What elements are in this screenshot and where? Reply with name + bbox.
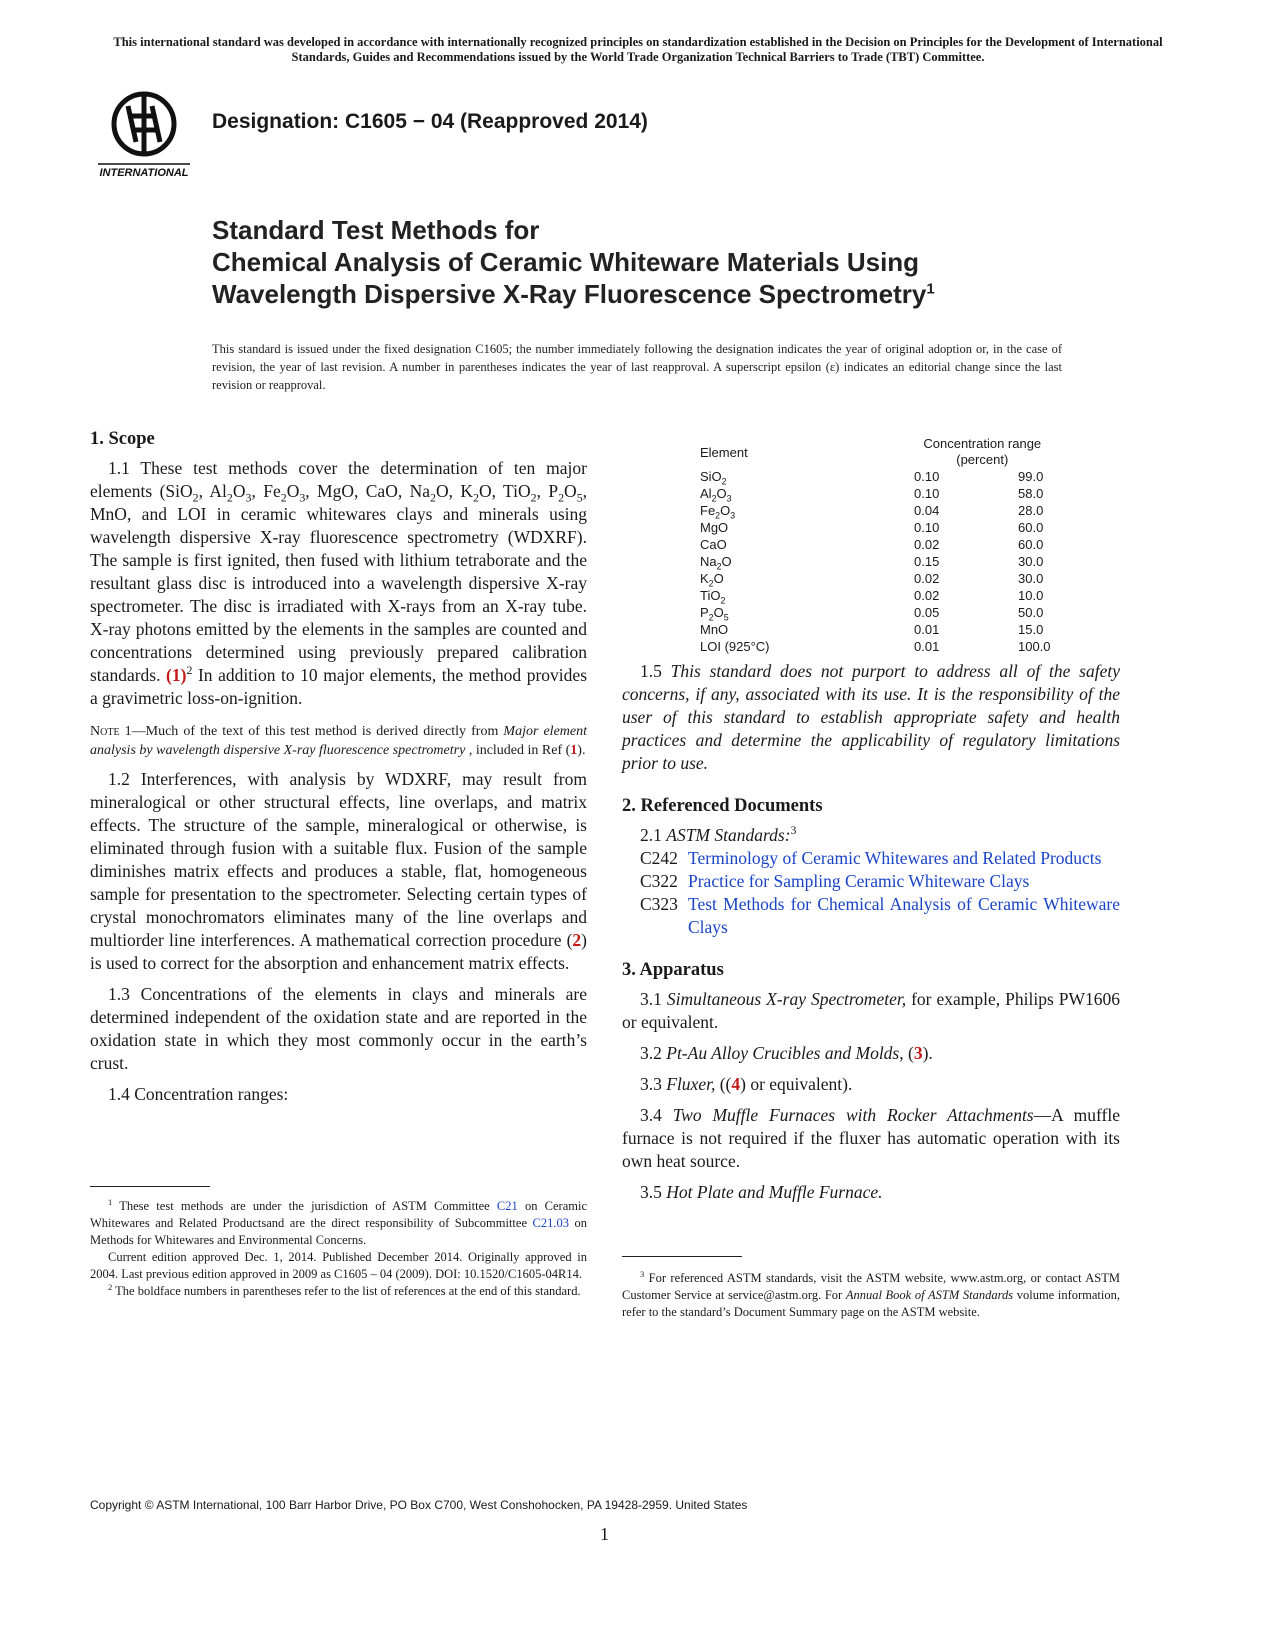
concentration-table-wrap (700, 436, 1051, 655)
element-cell: $Al_2O_3$ (700, 486, 732, 504)
table-row (700, 502, 1051, 519)
element-cell: LOI (925°C) (700, 639, 770, 654)
element-cell: MgO (700, 520, 729, 535)
ref-link-1[interactable]: (1) (166, 665, 187, 685)
footnote-rule-right (622, 1256, 742, 1257)
footnote-edition: Current edition approved Dec. 1, 2014. Published December 2014. Originally approved in 2004. Last previous edition approved in 2009 as C1605 – 04 (2009). DOI: 10.1520/C1605-04R14. (90, 1250, 587, 1281)
astm-logo-icon (94, 86, 194, 182)
max-cell: 50.0 (1018, 605, 1044, 620)
min-cell: 0.01 (914, 622, 940, 637)
min-cell: 0.02 (914, 571, 940, 586)
right-column (622, 660, 1120, 1204)
max-cell: 28.0 (1018, 503, 1044, 518)
element-cell: $P_2O_5$ (700, 605, 729, 623)
para-2-1: 2.1 ASTM Standards:$^3$ (640, 823, 797, 845)
page-number: 1 (600, 1524, 609, 1544)
para-1-5: 1.5 This standard does not purport to address all of the safety concerns, if any, associated with its use. It is the responsibility of the user of this standard to establish appropriate safety and health practices and determine the applicability of regulatory limitations prior to use. (622, 661, 1120, 773)
max-cell: 15.0 (1018, 622, 1044, 637)
para-1-3: 1.3 Concentrations of the elements in clays and minerals are determined independent of the oxidation state and are reported in the oxidation state in which they most commonly occur in the earth’s crust. (90, 984, 587, 1073)
standard-code: C322 (640, 871, 678, 891)
col-header-conc: Concentration range (percent) (923, 436, 1042, 467)
issued-note: This standard is issued under the fixed designation C1605; the number immediately following the designation indicates the year of original adoption or, in the case of revision, the year of last revision. A number in parentheses indicates the year of last reapproval. A superscript epsilon (ε) indicates an editorial change since the last revision or reapproval. (212, 342, 1062, 392)
table-row (700, 604, 1051, 621)
table-row (700, 536, 1051, 553)
copyright: Copyright © ASTM International, 100 Barr Harbor Drive, PO Box C700, West Conshohocken, PA 19428-2959. United States (90, 1498, 748, 1512)
referenced-item (640, 870, 1120, 893)
standard-code: C242 (640, 848, 678, 868)
standard-title-link[interactable]: Terminology of Ceramic Whitewares and Related Products (688, 848, 1102, 868)
min-cell: 0.10 (914, 469, 940, 484)
element-cell: $K_2O$ (700, 571, 724, 589)
para-3-5: 3.5 Hot Plate and Muffle Furnace. (640, 1182, 883, 1202)
para-3-1: 3.1 Simultaneous X-ray Spectrometer, for example, Philips PW1606 or equivalent. (622, 989, 1120, 1032)
min-cell: 0.10 (914, 520, 940, 535)
element-cell: SiO$_2$ (700, 469, 727, 487)
col-header-element: Element (700, 445, 748, 460)
element-cell: TiO$_2$ (700, 588, 726, 606)
para-1-2: 1.2 Interferences, with analysis by WDXRF, may result from mineralogical or other structural effects, line overlaps, and matrix effects. The structure of the sample, mineralogical or otherwise, is eliminated through fusion with a suitable flux. Fusion of the sample diminishes matrix effects and produces a stable, flat, homogeneous sample for presentation to the spectrometer. Selecting certain types of crystal monochromators eliminates many of the line overlaps and multiorder line interferences. A mathematical correction procedure (2) is used to correct for the absorption and enhancement matrix effects. (90, 769, 587, 973)
min-cell: 0.05 (914, 605, 940, 620)
footnote-1: $^1$ These test methods are under the jurisdiction of ASTM Committee C21 on Ceramic Whitewares and Related Productsand are the direct responsibility of Subcommittee C21.03 on Methods for Whitewares and Environmental Concerns. (90, 1196, 588, 1247)
referenced-item (640, 893, 1120, 939)
max-cell: 58.0 (1018, 486, 1044, 501)
ref-link-2[interactable]: 2 (572, 930, 582, 950)
max-cell: 100.0 (1018, 639, 1051, 654)
standard-title-link[interactable]: Practice for Sampling Ceramic Whiteware Clays (688, 871, 1030, 891)
title-footnote-mark: 1 (926, 280, 935, 298)
table-row (700, 621, 1051, 638)
standard-title-link[interactable]: Test Methods for Chemical Analysis of Ceramic Whiteware Clays (688, 894, 1120, 937)
subcommittee-link[interactable]: C21.03 (532, 1216, 569, 1230)
max-cell: 99.0 (1018, 469, 1044, 484)
para-3-4: 3.4 Two Muffle Furnaces with Rocker Attachments—A muffle furnace is not required if the fluxer has automatic operation with its own heat source. (622, 1105, 1120, 1171)
max-cell: 60.0 (1018, 537, 1044, 552)
para-1-4: 1.4 Concentration ranges: (108, 1084, 289, 1104)
section-3-heading: 3. Apparatus (622, 960, 724, 980)
referenced-item (640, 847, 1120, 870)
astm-logo (94, 86, 194, 182)
table-row (700, 570, 1051, 587)
para-3-3: 3.3 Fluxer, ((4) or equivalent). (640, 1074, 853, 1094)
min-cell: 0.02 (914, 537, 940, 552)
footnote-3: $^3$ For referenced ASTM standards, visit the ASTM website, www.astm.org, or contact ASTM Customer Service at service@astm.org. For Annual Book of ASTM Standards volume information, refer to the standard’s Document Summary page on the ASTM website. (622, 1268, 1120, 1319)
element-cell: MnO (700, 622, 729, 637)
concentration-table (700, 436, 1051, 655)
max-cell: 30.0 (1018, 571, 1044, 586)
table-row (700, 587, 1051, 604)
para-3-2: 3.2 Pt-Au Alloy Crucibles and Molds, (3). (640, 1043, 933, 1063)
min-cell: 0.15 (914, 554, 940, 569)
left-column (90, 428, 587, 1106)
referenced-list (622, 847, 1120, 939)
element-cell: CaO (700, 537, 727, 552)
table-row (700, 468, 1051, 485)
footnote-2: $^2$ The boldface numbers in parentheses refer to the list of references at the end of this standard. (108, 1281, 581, 1298)
logo-text: INTERNATIONAL (99, 167, 189, 179)
committee-link[interactable]: C21 (496, 1199, 518, 1213)
title-line-2: Chemical Analysis of Ceramic Whiteware Materials Using (212, 247, 920, 277)
ref-link-note[interactable]: 1 (570, 743, 578, 758)
footnotes-left (90, 1198, 587, 1300)
ref-link-4[interactable]: 4 (731, 1074, 741, 1094)
section-1-heading: 1. Scope (90, 429, 155, 449)
table-row (700, 553, 1051, 570)
standard-code: C323 (640, 894, 678, 914)
standards-notice: This international standard was developed in accordance with internationally recognized principles on standardization established in the Decision on Principles for the Development of International Standards, Guides and Recommendations issued by the World Trade Organization Technical Barriers to Trade (TBT) Committee. (113, 35, 1163, 64)
page-title (212, 214, 1112, 310)
element-cell: $Na_2O$ (700, 554, 732, 572)
title-line-3: Wavelength Dispersive X-Ray Fluorescence Spectrometry (212, 279, 927, 309)
min-cell: 0.01 (914, 639, 940, 654)
table-row (700, 485, 1051, 502)
footnote-rule-left (90, 1186, 210, 1187)
note-1: Note 1—Much of the text of this test method is derived directly from Major element analysis by wavelength dispersive X-ray fluorescence spectrometry , included in Ref (1). (90, 724, 587, 758)
title-line-1: Standard Test Methods for (212, 215, 540, 245)
element-cell: $Fe_2O_3$ (700, 503, 736, 521)
table-row (700, 638, 1051, 655)
min-cell: 0.10 (914, 486, 940, 501)
table-row (700, 519, 1051, 536)
max-cell: 30.0 (1018, 554, 1044, 569)
min-cell: 0.02 (914, 588, 940, 603)
designation: Designation: C1605 − 04 (Reapproved 2014) (212, 110, 648, 133)
para-1-1: 1.1 These test methods cover the determination of ten major elements (SiO$_2$, $Al_2O_3$, $Fe_2O_3$, MgO, CaO, $Na_2O$, $K_2O$, TiO$_2$, $P_2O_5$, MnO, and LOI in ceramic whitewares clays and minerals using wavelength dispersive X-ray fluorescence spectrometry (WDXRF). The sample is first ignited, then fused with lithium tetraborate and the resultant glass disc is introduced into a wavelength dispersive X-ray spectrometer. The disc is irradiated with X-rays from an X-ray tube. X-ray photons emitted by the elements in the samples are counted and concentrations determined using previously prepared calibration standards. $(1)^2$ In addition to 10 major elements, the method provides a gravimetric loss-on-ignition. (90, 458, 588, 708)
ref-link-3[interactable]: 3 (913, 1043, 923, 1063)
max-cell: 10.0 (1018, 588, 1044, 603)
min-cell: 0.04 (914, 503, 940, 518)
max-cell: 60.0 (1018, 520, 1044, 535)
section-2-heading: 2. Referenced Documents (622, 796, 823, 816)
